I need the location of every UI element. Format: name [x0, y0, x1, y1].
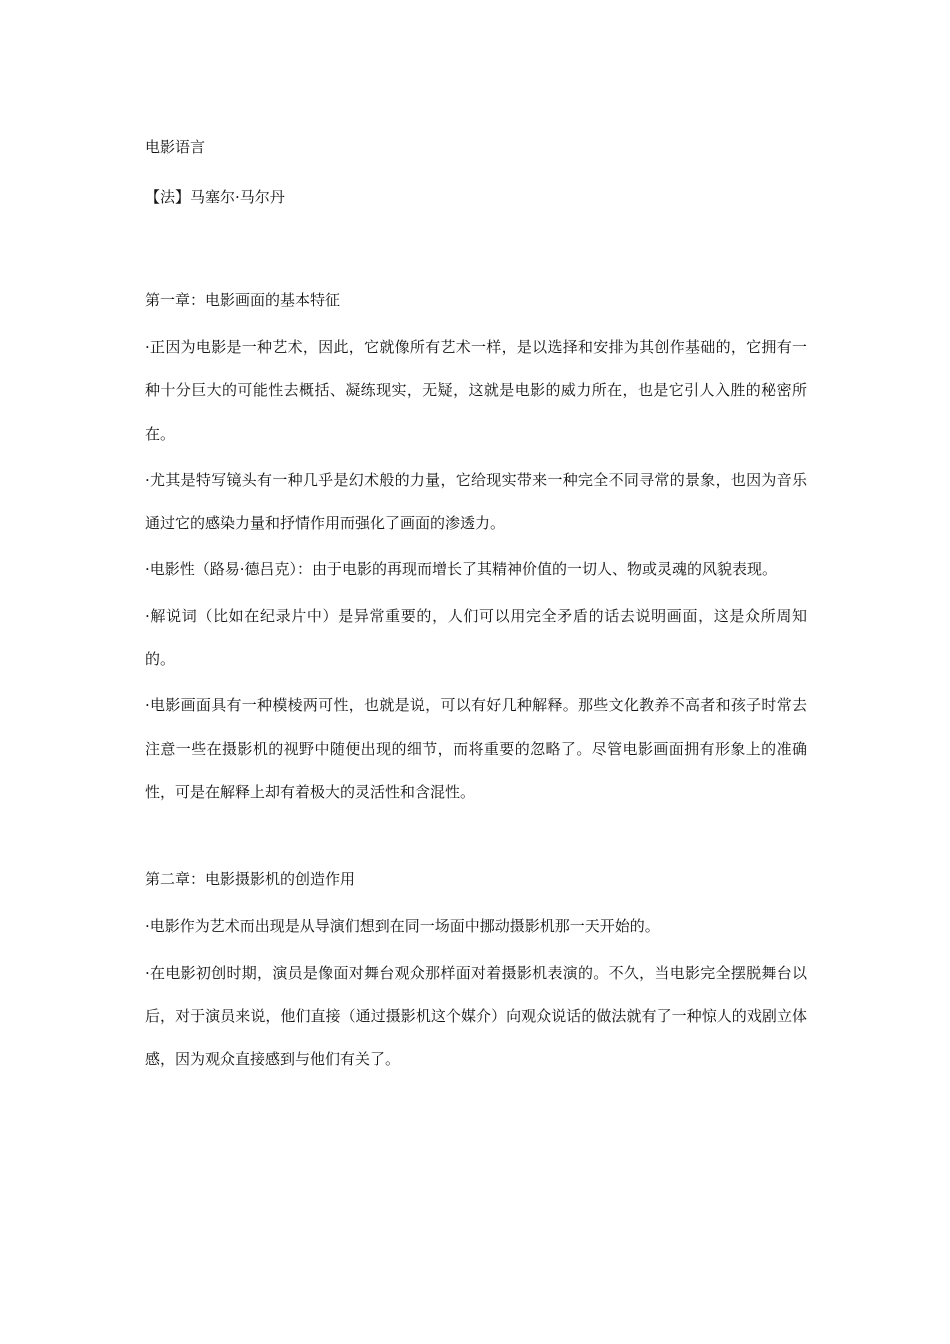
chapter-2: [145, 866, 807, 1081]
paragraph: ·正因为电影是一种艺术，因此，它就像所有艺术一样，是以选择和安排为其创作基础的，它拥有一种十分巨大的可能性去概括、凝练现实，无疑，这就是电影的威力所在，也是它引人入胜的秘密所在。: [145, 338, 807, 443]
paragraph: ·电影画面具有一种模棱两可性，也就是说，可以有好几种解释。那些文化教养不高者和孩子时常去注意一些在摄影机的视野中随便出现的细节，而将重要的忽略了。尽管电影画面拥有形象上的准确性，可是在解释上却有着极大的灵活性和含混性。: [145, 696, 807, 801]
chapter-1: [145, 287, 807, 814]
paragraph: ·电影性（路易·德吕克）：由于电影的再现而增长了其精神价值的一切人、物或灵魂的风貌表现。: [145, 560, 778, 579]
chapter-heading: 第一章：电影画面的基本特征: [145, 291, 341, 309]
paragraph: ·电影作为艺术而出现是从导演们想到在同一场面中挪动摄影机那一天开始的。: [145, 917, 660, 936]
chapter-heading: 第二章：电影摄影机的创造作用: [145, 870, 356, 889]
paragraph: ·尤其是特写镜头有一种几乎是幻术般的力量，它给现实带来一种完全不同寻常的景象，也因为音乐通过它的感染力量和抒情作用而强化了画面的渗透力。: [145, 470, 807, 533]
document-title: 电影语言: [145, 138, 206, 156]
paragraph: ·在电影初创时期，演员是像面对舞台观众那样面对着摄影机表演的。不久，当电影完全摆脱舞台以后，对于演员来说，他们直接（通过摄影机这个媒介）向观众说话的做法就有了一种惊人的戏剧立体感，因为观众直接感到与他们有关了。: [145, 963, 807, 1069]
document-body: [145, 134, 807, 1092]
paragraph: ·解说词（比如在纪录片中）是异常重要的，人们可以用完全矛盾的话去说明画面，这是众所周知的。: [145, 606, 807, 669]
document-author: 【法】马塞尔·马尔丹: [145, 188, 285, 206]
